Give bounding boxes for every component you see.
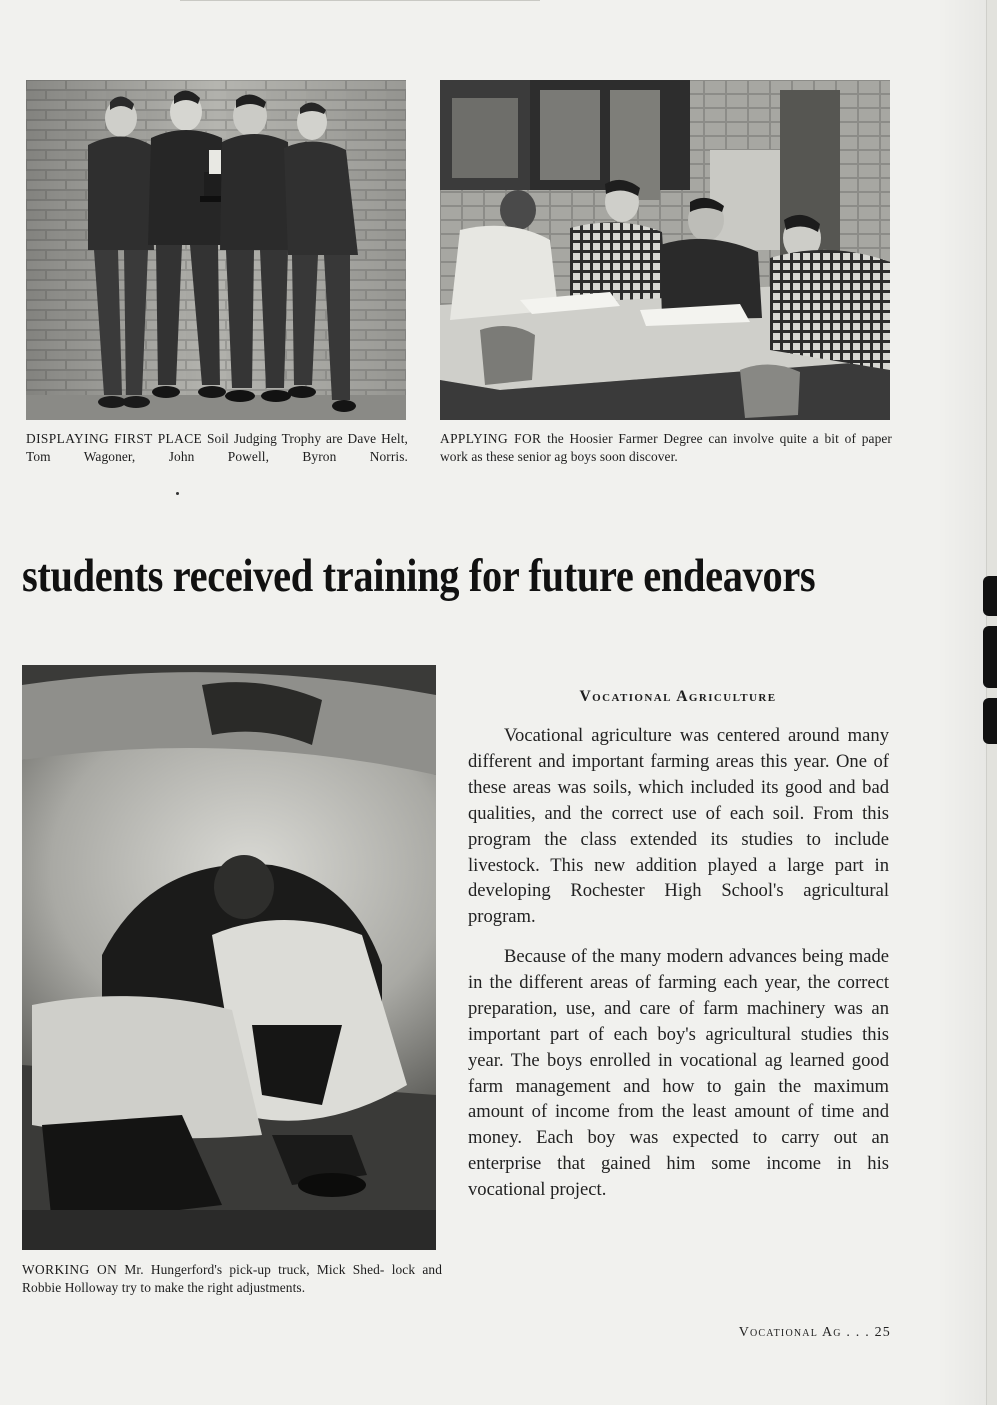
print-speck [176,492,179,495]
top-rule [180,0,540,1]
caption-lead: APPLYING FOR [440,431,542,446]
desk-photo-image [440,80,890,420]
caption-text: Mr. Hungerford's pick-up truck, Mick Shed- lock and Robbie Holloway try to make the right adjustments. [22,1262,442,1295]
page-footer [739,1325,891,1341]
caption-lead: WORKING ON [22,1262,118,1277]
binder-tab [983,626,997,688]
page-number: 25 [874,1325,891,1340]
caption-text: Soil Judging Trophy are Dave Helt, Tom Wagoner, John Powell, Byron Norris. [26,431,408,464]
truck-photo [22,665,436,1250]
article-paragraph: Because of the many modern advances being made in the different areas of farming each year, the correct preparation, use, and care of farm machinery was an important part of each boy's agricultural studies this year. The boys enrolled in vocational ag learned good farm management and how to gain the maximum amount of income from the least amount of time and money. Each boy was expected to carry out an enterprise that gained him some income in his vocational project. [468,946,889,1201]
footer-section: Vocational Ag . . . [738,1325,870,1340]
article-paragraph: Vocational agriculture was centered around many different and important farming areas this year. One of these areas was soils, which included its good and bad qualities, and the correct use of each soil. From this program the class extended its studies to include livestock. This new addition played a large part in developing Rochester High School's agricultural program. [468,725,889,928]
binder-tab [983,698,997,744]
desk-caption [440,430,892,466]
truck-photo-image [22,665,436,1250]
caption-lead: DISPLAYING FIRST PLACE [26,431,203,446]
truck-caption [22,1261,442,1297]
section-title: Vocational Agriculture [579,688,777,705]
desk-photo [440,80,890,420]
page-headline: students received training for future endeavors [22,550,816,602]
trophy-photo [26,80,406,420]
trophy-photo-image [26,80,406,420]
binder-tab [983,576,997,616]
trophy-caption [26,430,408,466]
caption-text: the Hoosier Farmer Degree can involve quite a bit of paper work as these senior ag boys soon discover. [440,431,892,464]
